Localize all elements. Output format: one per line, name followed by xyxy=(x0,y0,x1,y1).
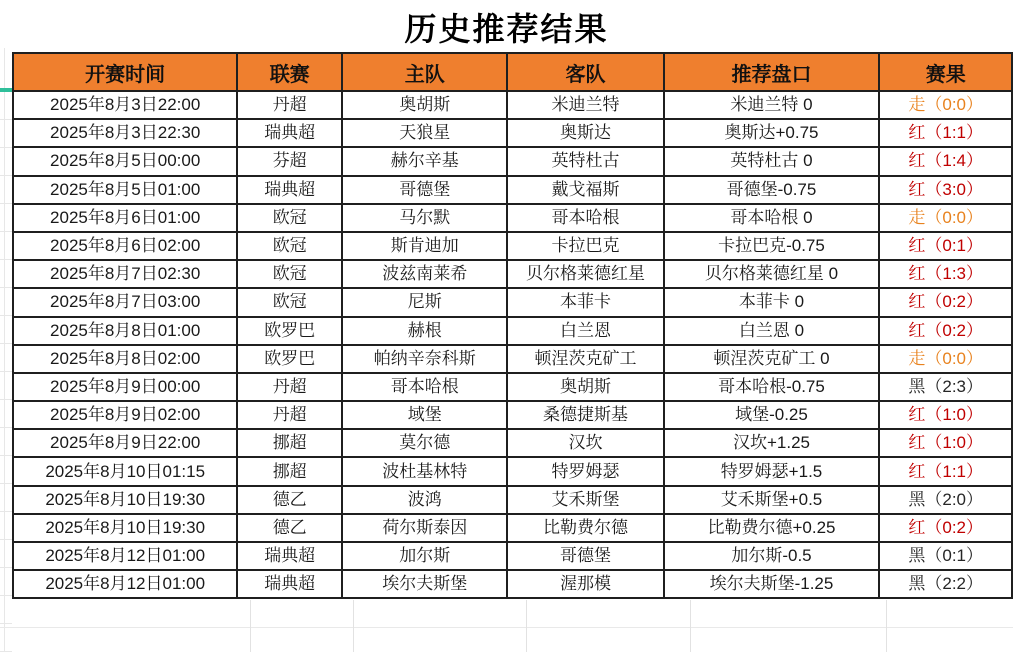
cell-handicap[interactable]: 本菲卡 0 xyxy=(664,288,880,316)
cell-home[interactable]: 赫根 xyxy=(342,317,507,345)
cell-home[interactable]: 哥德堡 xyxy=(342,176,507,204)
cell-league[interactable]: 挪超 xyxy=(237,457,342,485)
results-table-header xyxy=(13,53,1012,91)
cell-away[interactable]: 艾禾斯堡 xyxy=(507,486,663,514)
table-row xyxy=(13,147,1012,175)
sheet-gridline-vertical xyxy=(353,600,354,652)
table-row xyxy=(13,373,1012,401)
cell-home[interactable]: 莫尔德 xyxy=(342,429,507,457)
table-row xyxy=(13,429,1012,457)
sheet-gridline-vertical xyxy=(526,600,527,652)
page-title: 历史推荐结果 xyxy=(404,11,609,47)
cell-handicap[interactable]: 卡拉巴克-0.75 xyxy=(664,232,880,260)
table-row xyxy=(13,317,1012,345)
cell-home[interactable]: 赫尔辛基 xyxy=(342,147,507,175)
cell-handicap[interactable]: 贝尔格莱德红星 0 xyxy=(664,260,880,288)
cell-away[interactable]: 卡拉巴克 xyxy=(507,232,663,260)
cell-time[interactable]: 2025年8月8日01:00 xyxy=(13,317,237,345)
cell-time[interactable]: 2025年8月8日02:00 xyxy=(13,345,237,373)
col-header-recommended-handicap[interactable]: 推荐盘口 xyxy=(664,53,880,91)
cell-league[interactable]: 欧冠 xyxy=(237,232,342,260)
cell-result[interactable]: 红（1:1） xyxy=(879,119,1012,147)
cell-handicap[interactable]: 艾禾斯堡+0.5 xyxy=(664,486,880,514)
cell-league[interactable]: 欧冠 xyxy=(237,288,342,316)
cell-home[interactable]: 天狼星 xyxy=(342,119,507,147)
cell-result[interactable]: 红（0:2） xyxy=(879,288,1012,316)
cell-away[interactable]: 奥斯达 xyxy=(507,119,663,147)
cell-handicap[interactable]: 哥本哈根 0 xyxy=(664,204,880,232)
cell-handicap[interactable]: 域堡-0.25 xyxy=(664,401,880,429)
cell-league[interactable]: 欧冠 xyxy=(237,204,342,232)
cell-result[interactable]: 走（0:0） xyxy=(879,345,1012,373)
col-header-away-team[interactable]: 客队 xyxy=(507,53,663,91)
cell-handicap[interactable]: 比勒费尔德+0.25 xyxy=(664,514,880,542)
cell-home[interactable]: 哥本哈根 xyxy=(342,373,507,401)
cell-home[interactable]: 埃尔夫斯堡 xyxy=(342,570,507,598)
header-row xyxy=(13,53,1012,91)
col-header-league[interactable]: 联赛 xyxy=(237,53,342,91)
cell-home[interactable]: 尼斯 xyxy=(342,288,507,316)
cell-away[interactable]: 哥本哈根 xyxy=(507,204,663,232)
cell-handicap[interactable]: 白兰恩 0 xyxy=(664,317,880,345)
cell-time[interactable]: 2025年8月3日22:30 xyxy=(13,119,237,147)
cell-home[interactable]: 加尔斯 xyxy=(342,542,507,570)
sheet-gridline-vertical xyxy=(250,600,251,652)
cell-result[interactable]: 红（1:1） xyxy=(879,457,1012,485)
cell-handicap[interactable]: 奥斯达+0.75 xyxy=(664,119,880,147)
table-row xyxy=(13,514,1012,542)
cell-time[interactable]: 2025年8月5日01:00 xyxy=(13,176,237,204)
cell-time[interactable]: 2025年8月7日03:00 xyxy=(13,288,237,316)
table-row xyxy=(13,401,1012,429)
cell-league[interactable]: 德乙 xyxy=(237,514,342,542)
cell-time[interactable]: 2025年8月9日00:00 xyxy=(13,373,237,401)
table-row xyxy=(13,119,1012,147)
cell-result[interactable]: 黑（0:1） xyxy=(879,542,1012,570)
cell-away[interactable]: 贝尔格莱德红星 xyxy=(507,260,663,288)
cell-result[interactable]: 红（0:1） xyxy=(879,232,1012,260)
sheet-gridlines-row-gutter xyxy=(0,92,12,652)
cell-time[interactable]: 2025年8月12日01:00 xyxy=(13,570,237,598)
cell-league[interactable]: 欧冠 xyxy=(237,260,342,288)
cell-result[interactable]: 黑（2:2） xyxy=(879,570,1012,598)
cell-handicap[interactable]: 哥德堡-0.75 xyxy=(664,176,880,204)
cell-home[interactable]: 波鸿 xyxy=(342,486,507,514)
cell-league[interactable]: 挪超 xyxy=(237,429,342,457)
cell-home[interactable]: 波兹南莱希 xyxy=(342,260,507,288)
cell-handicap[interactable]: 特罗姆瑟+1.5 xyxy=(664,457,880,485)
table-row xyxy=(13,288,1012,316)
table-row xyxy=(13,232,1012,260)
cell-league[interactable]: 欧罗巴 xyxy=(237,345,342,373)
cell-away[interactable]: 特罗姆瑟 xyxy=(507,457,663,485)
cell-time[interactable]: 2025年8月9日02:00 xyxy=(13,401,237,429)
cell-league[interactable]: 丹超 xyxy=(237,373,342,401)
cell-league[interactable]: 德乙 xyxy=(237,486,342,514)
cell-home[interactable]: 域堡 xyxy=(342,401,507,429)
cell-time[interactable]: 2025年8月6日02:00 xyxy=(13,232,237,260)
cell-result[interactable]: 红（0:2） xyxy=(879,317,1012,345)
cell-away[interactable]: 渥那模 xyxy=(507,570,663,598)
cell-result[interactable]: 红（1:4） xyxy=(879,147,1012,175)
cell-handicap[interactable]: 顿涅茨克矿工 0 xyxy=(664,345,880,373)
cell-result[interactable]: 走（0:0） xyxy=(879,204,1012,232)
cell-league[interactable]: 欧罗巴 xyxy=(237,317,342,345)
cell-time[interactable]: 2025年8月10日01:15 xyxy=(13,457,237,485)
cell-time[interactable]: 2025年8月3日22:00 xyxy=(13,91,237,119)
cell-league[interactable]: 瑞典超 xyxy=(237,542,342,570)
cell-handicap[interactable]: 汉坎+1.25 xyxy=(664,429,880,457)
cell-away[interactable]: 戴戈福斯 xyxy=(507,176,663,204)
cell-league[interactable]: 丹超 xyxy=(237,401,342,429)
cell-away[interactable]: 奥胡斯 xyxy=(507,373,663,401)
cell-home[interactable]: 斯肯迪加 xyxy=(342,232,507,260)
table-row xyxy=(13,176,1012,204)
cell-result[interactable]: 红（0:2） xyxy=(879,514,1012,542)
cell-time[interactable]: 2025年8月10日19:30 xyxy=(13,514,237,542)
cell-result[interactable]: 黑（2:3） xyxy=(879,373,1012,401)
table-row xyxy=(13,345,1012,373)
cell-home[interactable]: 帕纳辛奈科斯 xyxy=(342,345,507,373)
cell-away[interactable]: 比勒费尔德 xyxy=(507,514,663,542)
cell-handicap[interactable]: 哥本哈根-0.75 xyxy=(664,373,880,401)
table-row xyxy=(13,91,1012,119)
cell-time[interactable]: 2025年8月10日19:30 xyxy=(13,486,237,514)
cell-home[interactable]: 波杜基林特 xyxy=(342,457,507,485)
table-row xyxy=(13,260,1012,288)
cell-away[interactable]: 白兰恩 xyxy=(507,317,663,345)
cell-league[interactable]: 瑞典超 xyxy=(237,119,342,147)
cell-home[interactable]: 荷尔斯泰因 xyxy=(342,514,507,542)
cell-away[interactable]: 英特杜古 xyxy=(507,147,663,175)
cell-league[interactable]: 瑞典超 xyxy=(237,176,342,204)
col-header-home-team[interactable]: 主队 xyxy=(342,53,507,91)
cell-result[interactable]: 走（0:0） xyxy=(879,91,1012,119)
results-table xyxy=(12,52,1013,599)
cell-handicap[interactable]: 米迪兰特 0 xyxy=(664,91,880,119)
table-row xyxy=(13,457,1012,485)
cell-away[interactable]: 汉坎 xyxy=(507,429,663,457)
cell-home[interactable]: 奥胡斯 xyxy=(342,91,507,119)
cell-result[interactable]: 黑（2:0） xyxy=(879,486,1012,514)
cell-result[interactable]: 红（1:0） xyxy=(879,429,1012,457)
cell-away[interactable]: 米迪兰特 xyxy=(507,91,663,119)
cell-handicap[interactable]: 埃尔夫斯堡-1.25 xyxy=(664,570,880,598)
cell-time[interactable]: 2025年8月7日02:30 xyxy=(13,260,237,288)
cell-away[interactable]: 本菲卡 xyxy=(507,288,663,316)
sheet-gridline-horizontal xyxy=(0,627,1013,628)
cell-league[interactable]: 芬超 xyxy=(237,147,342,175)
sheet-gridline-vertical xyxy=(886,600,887,652)
freeze-pane-mark xyxy=(0,88,12,92)
sheet-gridline-vertical xyxy=(690,600,691,652)
cell-league[interactable]: 瑞典超 xyxy=(237,570,342,598)
cell-handicap[interactable]: 英特杜古 0 xyxy=(664,147,880,175)
cell-away[interactable]: 哥德堡 xyxy=(507,542,663,570)
cell-time[interactable]: 2025年8月9日22:00 xyxy=(13,429,237,457)
table-row xyxy=(13,570,1012,598)
cell-time[interactable]: 2025年8月6日01:00 xyxy=(13,204,237,232)
table-row xyxy=(13,486,1012,514)
cell-away[interactable]: 顿涅茨克矿工 xyxy=(507,345,663,373)
cell-result[interactable]: 红（1:3） xyxy=(879,260,1012,288)
cell-away[interactable]: 桑德捷斯基 xyxy=(507,401,663,429)
cell-time[interactable]: 2025年8月12日01:00 xyxy=(13,542,237,570)
table-row xyxy=(13,204,1012,232)
cell-time[interactable]: 2025年8月5日00:00 xyxy=(13,147,237,175)
cell-home[interactable]: 马尔默 xyxy=(342,204,507,232)
cell-result[interactable]: 红（1:0） xyxy=(879,401,1012,429)
cell-league[interactable]: 丹超 xyxy=(237,91,342,119)
cell-result[interactable]: 红（3:0） xyxy=(879,176,1012,204)
table-row xyxy=(13,542,1012,570)
col-header-kickoff-time[interactable]: 开赛时间 xyxy=(13,53,237,91)
col-header-result[interactable]: 赛果 xyxy=(879,53,1012,91)
results-table-body xyxy=(13,91,1012,598)
cell-handicap[interactable]: 加尔斯-0.5 xyxy=(664,542,880,570)
